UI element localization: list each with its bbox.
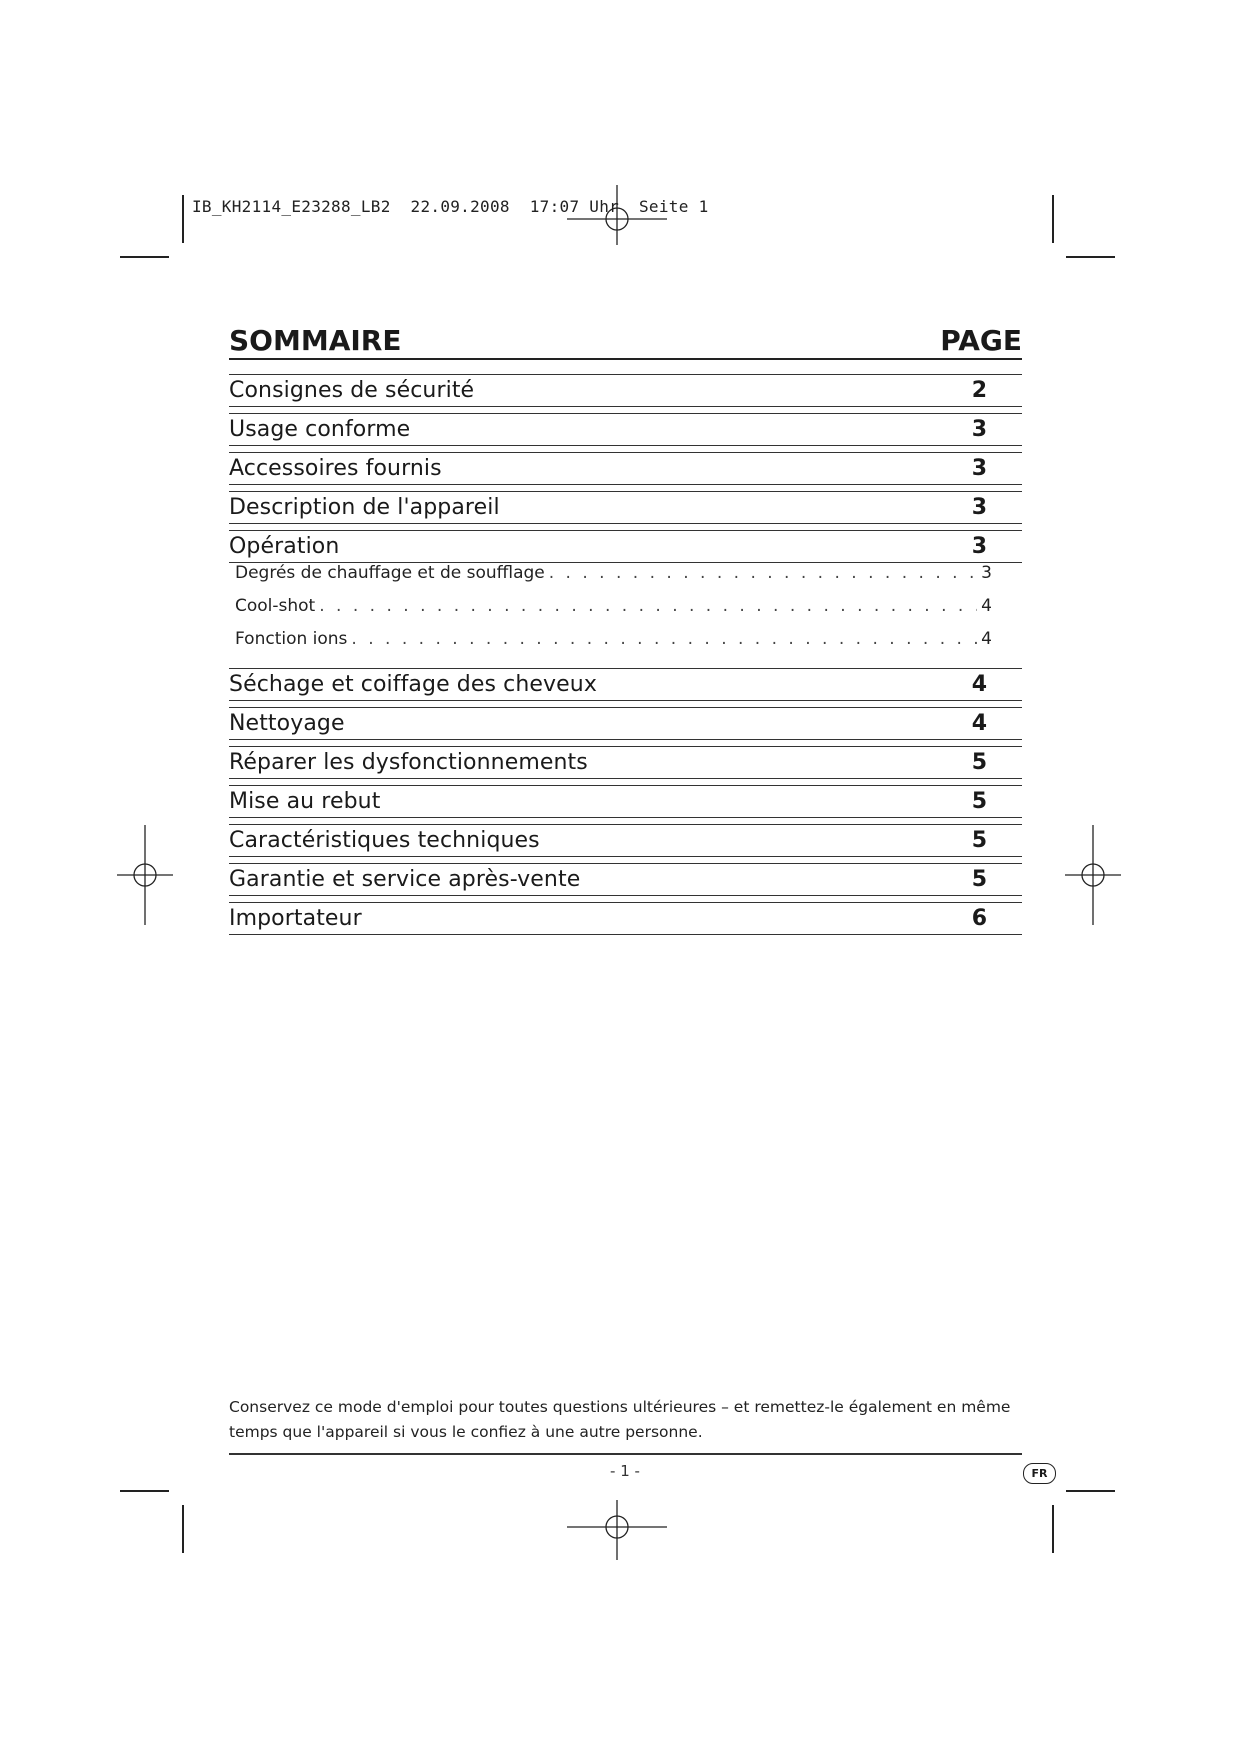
toc-entry-page: 5: [971, 828, 987, 853]
toc-entry-title: Séchage et coiffage des cheveux: [229, 672, 597, 697]
toc-title: SOMMAIRE: [229, 324, 402, 357]
toc-entry[interactable]: [229, 785, 1022, 818]
toc-entry[interactable]: [229, 491, 1022, 524]
crop-mark: [120, 256, 169, 258]
crop-mark: [120, 1490, 169, 1492]
toc-entry[interactable]: [229, 375, 1022, 407]
toc-entry-title: Garantie et service après-vente: [229, 867, 581, 892]
toc-subentry[interactable]: [229, 596, 1022, 629]
toc-entry-page: 6: [971, 906, 987, 931]
footer-divider: [229, 1453, 1022, 1455]
page-number: - 1 -: [610, 1462, 640, 1480]
crop-mark: [182, 1505, 184, 1553]
divider: [229, 360, 1022, 375]
registration-mark-icon: [567, 1500, 667, 1560]
toc-entry-title: Consignes de sécurité: [229, 378, 475, 403]
toc-entry-title: Accessoires fournis: [229, 456, 442, 481]
toc-entry[interactable]: [229, 530, 1022, 563]
table-of-contents: [229, 322, 1022, 935]
registration-mark-icon: [117, 825, 173, 925]
toc-subentry[interactable]: [229, 629, 1022, 662]
toc-entry[interactable]: [229, 863, 1022, 896]
toc-entry-page: 5: [971, 867, 987, 892]
toc-subentry-page: 4: [981, 629, 992, 649]
crop-mark: [1052, 1505, 1054, 1553]
language-badge: FR: [1023, 1463, 1056, 1484]
toc-entry-title: Opération: [229, 534, 340, 559]
toc-header: [229, 322, 1022, 360]
registration-mark-icon: [567, 185, 667, 245]
toc-entry-title: Usage conforme: [229, 417, 411, 442]
toc-entry[interactable]: [229, 707, 1022, 740]
toc-entry[interactable]: [229, 746, 1022, 779]
toc-entry-title: Nettoyage: [229, 711, 345, 736]
leader-dots: [319, 596, 977, 616]
toc-entry-page: 3: [971, 495, 987, 520]
keep-manual-note: Conservez ce mode d'emploi pour toutes questions ultérieures – et remettez-le également en même temps que l'appareil si vous le confiez à une autre personne.: [229, 1398, 1011, 1441]
registration-mark-icon: [1065, 825, 1121, 925]
toc-subentry-title: Cool-shot: [235, 596, 316, 616]
crop-mark: [182, 195, 184, 243]
toc-entry-page: 4: [971, 711, 987, 736]
toc-page-heading: PAGE: [940, 324, 1022, 357]
toc-entry-title: Réparer les dysfonctionnements: [229, 750, 588, 775]
leader-dots: [549, 563, 977, 583]
crop-mark: [1066, 1490, 1115, 1492]
toc-entry-page: 5: [971, 750, 987, 775]
toc-entry[interactable]: [229, 413, 1022, 446]
toc-entry[interactable]: [229, 902, 1022, 935]
print-slug: IB_KH2114_E23288_LB2 22.09.2008 17:07 Uhr Seite 1: [192, 197, 709, 216]
toc-entry-page: 3: [971, 534, 987, 559]
toc-entry[interactable]: [229, 824, 1022, 857]
toc-entry-page: 3: [971, 456, 987, 481]
toc-entry-title: Mise au rebut: [229, 789, 381, 814]
toc-entry-page: 5: [971, 789, 987, 814]
toc-entry-page: 2: [971, 378, 987, 403]
toc-entry[interactable]: [229, 452, 1022, 485]
leader-dots: [351, 629, 977, 649]
toc-entry-title: Caractéristiques techniques: [229, 828, 540, 853]
toc-entry[interactable]: [229, 668, 1022, 701]
toc-subentry-page: 4: [981, 596, 992, 616]
toc-entry-title: Description de l'appareil: [229, 495, 500, 520]
toc-subentry-title: Fonction ions: [235, 629, 348, 649]
toc-entry-page: 4: [971, 672, 987, 697]
toc-subentry[interactable]: [229, 563, 1022, 596]
toc-entry-page: 3: [971, 417, 987, 442]
toc-subentry-title: Degrés de chauffage et de soufflage: [235, 563, 545, 583]
toc-subentry-page: 3: [981, 563, 992, 583]
toc-entry-title: Importateur: [229, 906, 362, 931]
crop-mark: [1066, 256, 1115, 258]
crop-mark: [1052, 195, 1054, 243]
